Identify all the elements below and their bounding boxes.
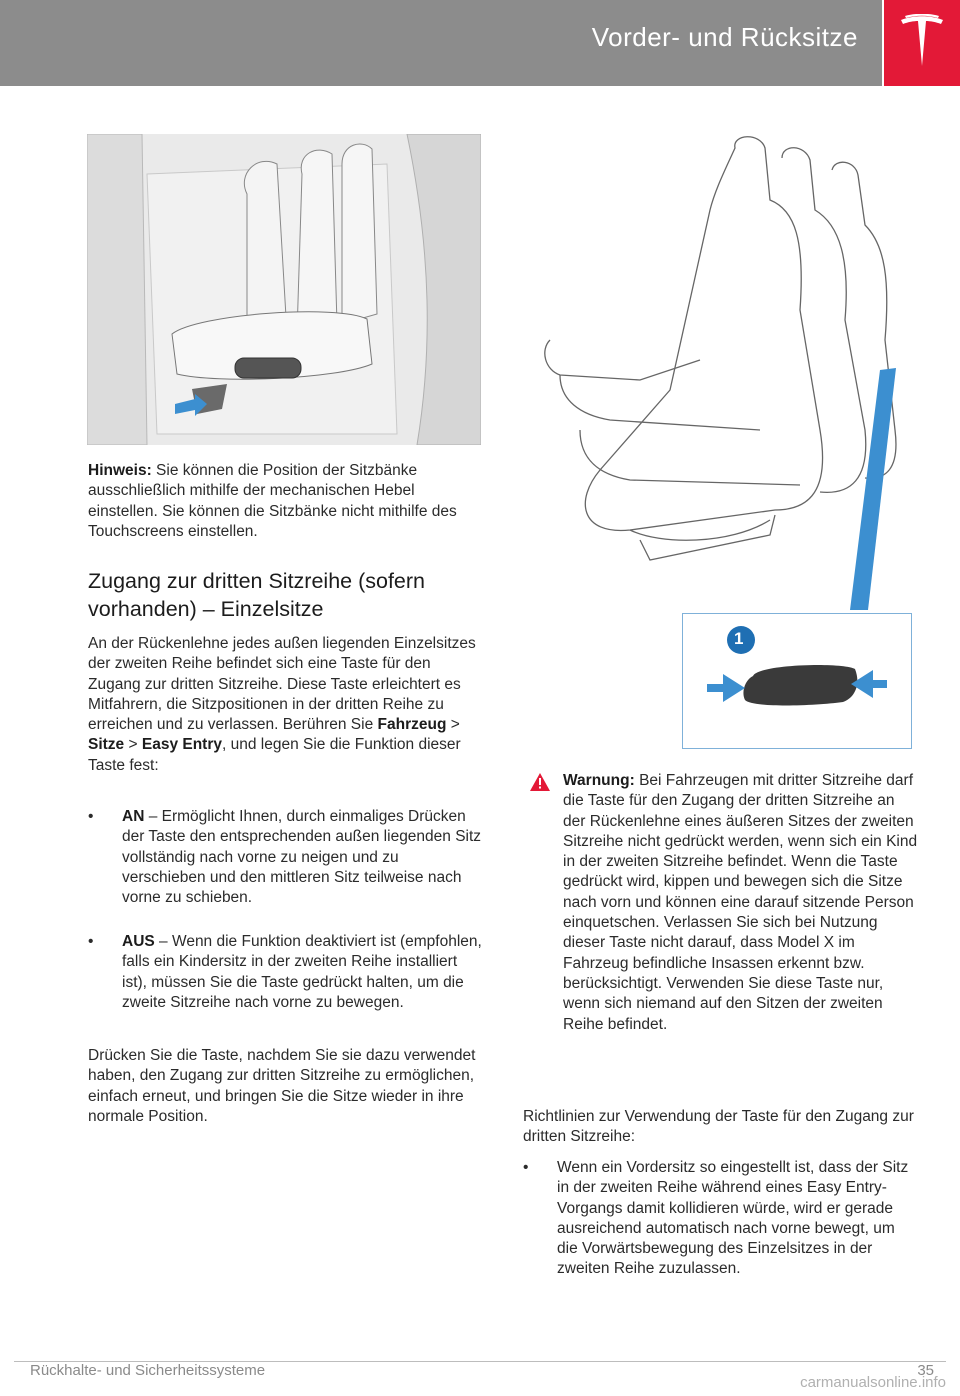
note-paragraph xyxy=(88,461,483,542)
option-off-label: AUS xyxy=(122,933,155,950)
menu-path-separator: > xyxy=(450,716,460,734)
section-heading: Zugang zur dritten Sitzreihe (sofern vorhanden) – Einzelsitze xyxy=(88,569,425,621)
warning-icon xyxy=(530,773,550,796)
intro-text: An der Rückenlehne jedes außen liegenden Einzelsitzes der zweiten Reihe befindet sich eine Taste für den Zugang zur dritten Sitzreihe. Diese Taste erleichtert es Mitfahrern, die Sitzpositionen in der dritten Reihe zu erreichen und zu verlassen. Berühren Sie xyxy=(88,635,476,734)
guideline-text: Wenn ein Vordersitz so eingestellt ist, dass der Sitz in der zweiten Reihe während eines Easy Entry-Vorgangs damit kollidieren würde, wird er gerade ausreichend automatisch nach vorne bewegt, um die Vorwärtsbewegung des Einzelsitzes in der zweiten Reihe zuzulassen. xyxy=(557,1159,909,1278)
bullet-dot-icon: • xyxy=(523,1159,529,1176)
option-on-label: AN xyxy=(122,808,145,825)
menu-path-easy-entry: Easy Entry xyxy=(141,736,223,754)
warning-label: Warnung: xyxy=(563,772,635,789)
watermark: carmanualsonline.info xyxy=(800,1374,946,1391)
note-label: Hinweis: xyxy=(88,462,152,479)
button-detail-inset xyxy=(682,613,912,749)
page-number: 35 xyxy=(917,1362,934,1379)
brand-logo-box xyxy=(884,0,960,86)
section-intro xyxy=(88,634,480,776)
intro-end-text: , und legen Sie die Funktion dieser Taste fest: xyxy=(88,736,461,774)
guidelines-intro: Richtlinien zur Verwendung der Taste für den Zugang zur dritten Sitzreihe: xyxy=(523,1108,914,1146)
footer-section-title: Rückhalte- und Sicherheitssysteme xyxy=(30,1362,266,1379)
warning-paragraph xyxy=(563,771,919,1035)
bullet-dot-icon: • xyxy=(88,933,94,950)
header-bar xyxy=(0,0,882,86)
option-on-text: – Ermöglicht Ihnen, durch einmaliges Drücken der Taste den entsprechenden außen liegenden Sitz vollständig nach vorne zu neigen und zu verschieben und den mittleren Sitz teilweise nach vorne zu schieben. xyxy=(122,808,482,907)
warning-text: Bei Fahrzeugen mit dritter Sitzreihe darf die Taste für den Zugang der dritten Sitzreihe an der Rückenlehne eines äußeren Sitzes der zweiten Sitzreihe nicht gedrückt werden, wenn sich ein Kind in der zweiten Sitzreihe befindet. Wenn die Taste gedrückt wird, kippen und bewegen sich die Sitze nach vorn und können eine darauf sitzende Person einquetschen. Verlassen Sie sich bei Nutzung dieser Taste nicht darauf, dass Model X im Fahrzeug befindliche Insassen erkennt bzw. berücksichtigt. Verwenden Sie diese Taste nur, wenn sich niemand auf den Sitzen der zweiten Reihe befindet. xyxy=(563,772,918,1033)
note-text: Sie können die Position der Sitzbänke ausschließlich mithilfe der mechanischen Hebel einstellen. Sie können die Sitzbänke nicht mithilfe des Touchscreens einstellen. xyxy=(88,462,457,540)
page-title: Vorder- und Rücksitze xyxy=(591,22,858,52)
callout-number: 1 xyxy=(734,629,744,648)
menu-path-separator: > xyxy=(128,736,138,754)
option-off-text: – Wenn die Funktion deaktiviert ist (empfohlen, falls ein Kindersitz in der zweiten Reihe installiert ist), müssen Sie die Taste gedrückt halten, um die zweite Sitzreihe nach vorne zu bewegen. xyxy=(122,933,482,1011)
menu-path-sitze: Sitze xyxy=(88,736,125,754)
bullet-dot-icon: • xyxy=(88,808,94,825)
second-row-seats-illustration xyxy=(520,130,920,610)
tesla-logo-icon xyxy=(899,14,945,70)
seat-lever-illustration xyxy=(87,134,481,445)
section-outro: Drücken Sie die Taste, nachdem Sie sie dazu verwendet haben, den Zugang zur dritten Sitzreihe zu ermöglichen, einfach erneut, und bringen Sie die Sitze wieder in ihre normale Position. xyxy=(88,1047,476,1125)
menu-path-fahrzeug: Fahrzeug xyxy=(377,716,447,734)
